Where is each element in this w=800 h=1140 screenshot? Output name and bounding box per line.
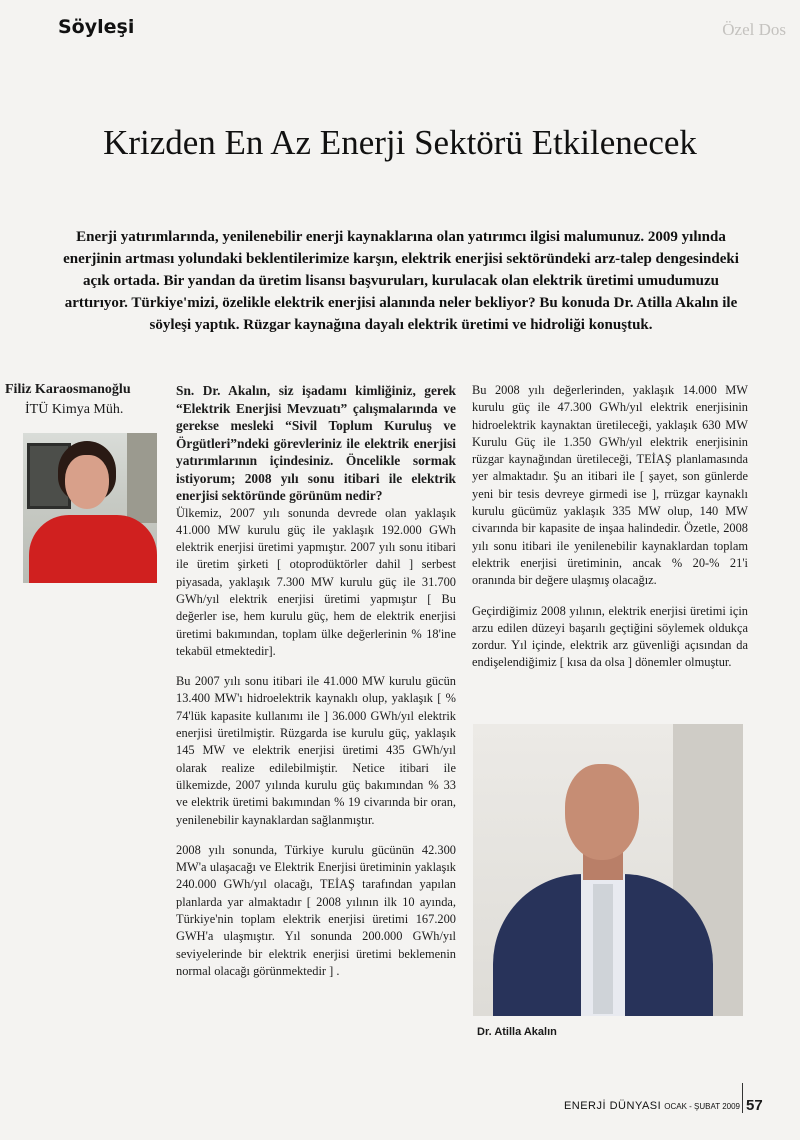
page-footer (564, 1100, 740, 1112)
paragraph: Ülkemiz, 2007 yılı sonunda devrede olan yaklaşık 41.000 MW kurulu güç ile yaklaşık 192.000 GWh elektrik enerjisi üretimi yapmıştır. 2007 yılı sonu itibari ile üretim şirketi [ otoprodüktörler dahil ] serbest piyasada, yaklaşık 7.300 MW kurulu güç ile 31.700 GWh/yıl elektrik enerjisi üretimi yapmıştır [ Bu değerler ise, hem kurulu güç, hem de elektrik enerjisi üretimi bakımından, toplam ülke değerlerinin % 18'ine tekabül etmektedir]. (176, 505, 456, 658)
section-label: Söyleşi (58, 16, 135, 38)
magazine-name: ENERJİ DÜNYASI (563, 1100, 662, 1112)
paragraph: Bu 2008 yılı değerlerinden, yaklaşık 14.000 MW kurulu güç ile 47.300 GWh/yıl elektrik enerjisinin hidroelektrik kaynaktan üretileceği, yaklaşık 630 MW Kurulu Güç ile 1.350 GWh/yıl elektrik enerjisinin rüzgar kaynağından üretileceği, TEİAŞ planlamasında yer almaktadır. Şu an itibari ile [ şayet, son günlerde yeni bir tesis devreye girmedi ise ], rrüzgar kaynaklı kurulu gücümüz yaklaşık 335 MW olup, 140 MW civarında bir kapasite de inşaa halindedir. Özetle, 2008 yılı sonu itibari ile yenilenebilir kaynaklardan toplam elektrik enerjisi üretiminin, ancak % 20-% 21'i oranında bir değere ulaşmış olacağız. (472, 383, 748, 588)
article-lead: Enerji yatırımlarında, yenilenebilir enerji kaynaklarına olan yatırımcı ilgisi malumunuz. 2009 yılında enerjinin artması yolundaki beklentilerimize karşın, elektrik enerjisi sektöründeki arz-talep dengesindeki açık ortada. Bir yandan da üretim lisansı başvuruları, kurulacak olan elektrik üretimi umudumuzu arttırıyor. Türkiye'mizi, özelikle elektrik enerjisi alanında neler bekliyor? Bu konuda Dr. Atilla Akalın ile söyleşi yaptık. Rüzgar kaynağına dayalı elektrik üretimi ve hidroliği konuştuk. (63, 229, 739, 333)
page-number: 57 (746, 1097, 763, 1114)
author-name: Filiz Karaosmanoğlu (5, 382, 131, 397)
footer-divider (742, 1083, 743, 1113)
issue-date: OCAK - ŞUBAT 2009 (664, 1102, 740, 1111)
interviewee-photo (473, 724, 743, 1016)
paragraph: Bu 2007 yılı sonu itibari ile 41.000 MW kurulu gücün 13.400 MW'ı hidroelektrik kaynaklı olup, yaklaşık [ % 74'lük kapasite kullanımı ile ] 36.000 GWh/yıl elektrik enerjisi üretilmiştir. Rüzgarda ise kurulu güç, yaklaşık 145 MW ve elektrik enerjisi üretimi 435 GWh/yıl olarak realize edilebilmiştir. Netice itibari ile ülkemizde, 2007 yılında kurulu güç bakımından % 33 ve elektrik üretimi bakımından % 19 civarında bir oran, yenilenebilir kaynaklardan sağlanmıştır. (176, 674, 456, 827)
interview-question: Sn. Dr. Akalın, siz işadamı kimliğiniz, gerek “Elektrik Enerjisi Mevzuatı” çalışmalarında ve gerekse mesleki “Sivil Toplum Kuruluş ve Örgütleri”ndeki görevleriniz ile elektrik enerjisi yatırımlarının içindesiniz. Öncelikle sormak istiyorum; 2008 yılı sonu itibari ile elektrik enerjisi sektöründe görünüm nedir? (176, 383, 456, 503)
photo-caption: Dr. Atilla Akalın (477, 1026, 557, 1038)
article-title: Krizden En Az Enerji Sektörü Etkilenecek (103, 123, 697, 162)
article-column-2 (472, 382, 748, 685)
paragraph: 2008 yılı sonunda, Türkiye kurulu gücünün 42.300 MW'a ulaşacağı ve Elektrik Enerjisi üretiminin yaklaşık 240.000 GWh/yıl olacağı, TEİAŞ tarafından yapılan planlarda yar almaktadır [ 2008 yılının ilk 10 ayında, Türkiye'nin toplam elektrik enerjisi üretimi 167.200 GWH'a ulaşmıştır. Yıl sonunda 200.000 GWh/yıl seviyelerinde bir elektrik enerjisi üretimi beklemenin normal olacağı görünmektedir ] . (176, 842, 456, 978)
author-affiliation: İTÜ Kimya Müh. (25, 402, 124, 417)
author-photo (23, 433, 157, 583)
paragraph: Geçirdiğimiz 2008 yılının, elektrik enerjisi üretimi için arzu edilen düzeyi başarılı geçtiğini söylemek oldukça zordur. Yıl içinde, elektrik arz güvenliği açısından da endişelendiğimiz [ kısa da olsa ] dönemler olmuştur. (472, 603, 748, 670)
show-through-section-label: Özel Dos (722, 20, 786, 39)
article-column-1 (176, 382, 456, 993)
